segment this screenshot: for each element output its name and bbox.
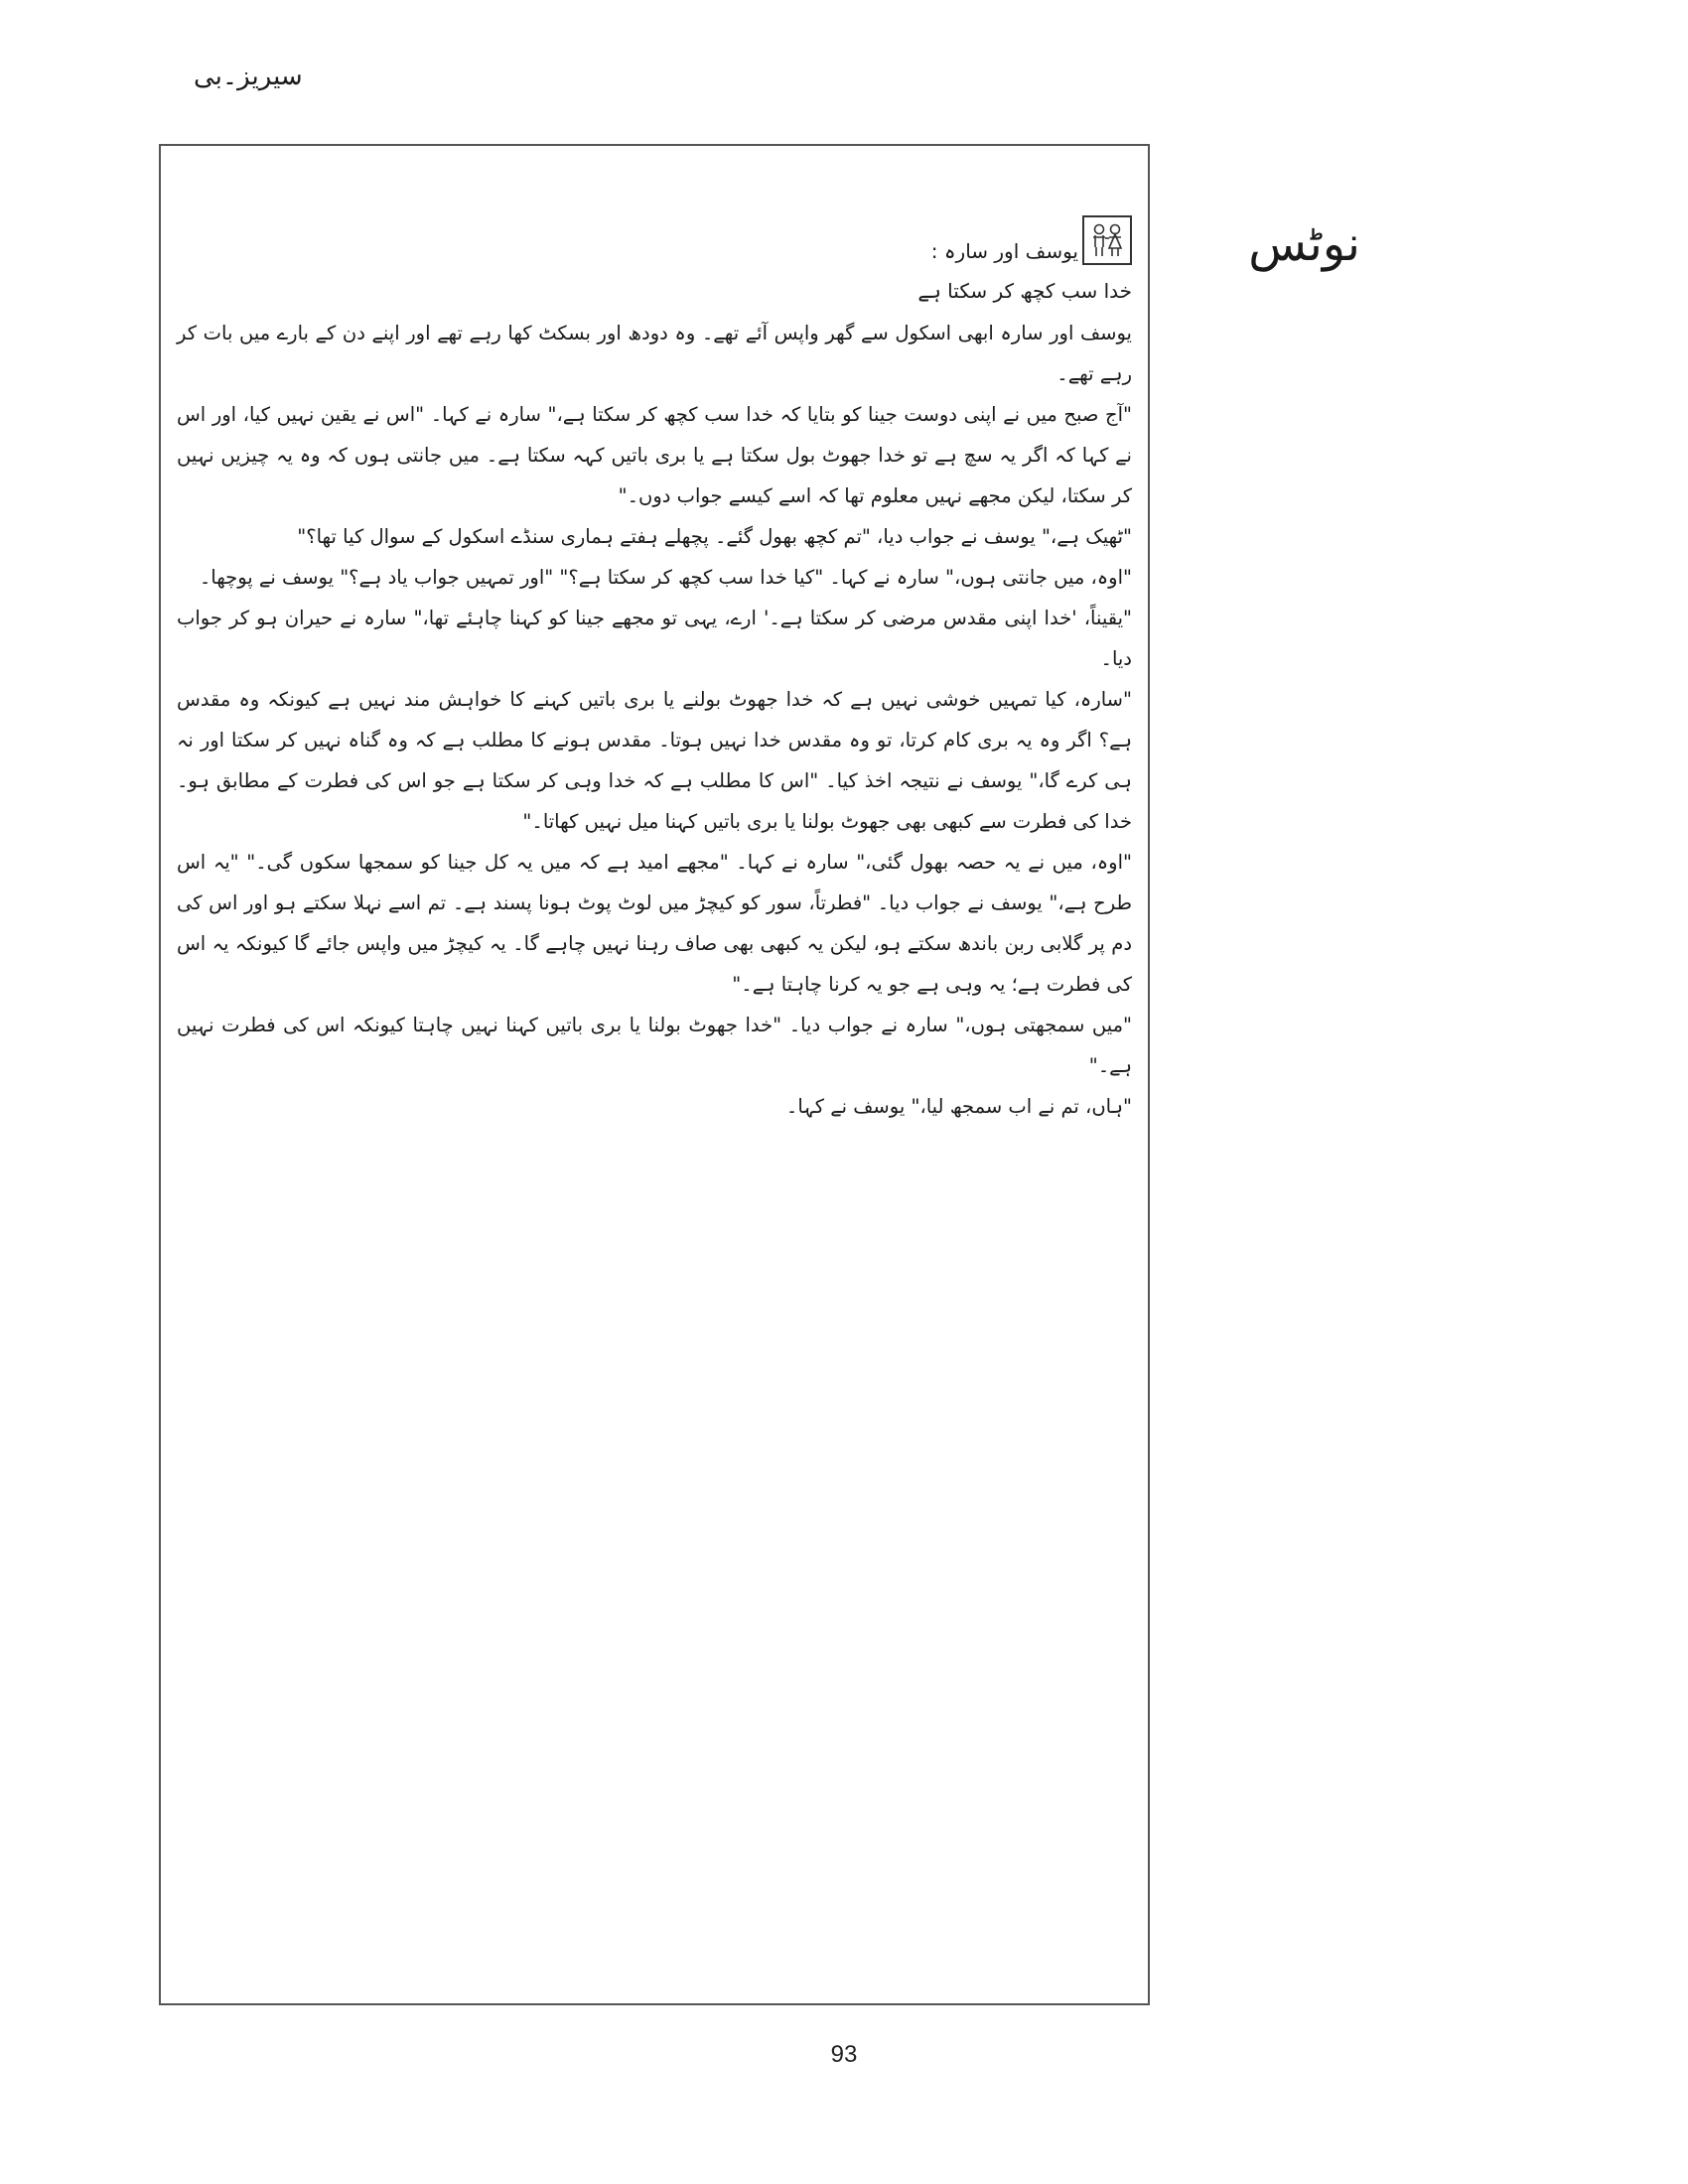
story-paragraph: "ہاں، تم نے اب سمجھ لیا،" یوسف نے کہا۔ bbox=[785, 1095, 1132, 1118]
story-paragraph: "اوہ، میں نے یہ حصہ بھول گئی،" سارہ نے کہا۔ "مجھے امید ہے کہ میں یہ کل جینا کو سمجھا سکوں گی۔" "یہ اس طرح ہے،" یوسف نے جواب دیا۔ "فطرتاً، سور کو کیچڑ میں لوٹ پوٹ ہونا پسند ہے۔ تم اسے نہلا سکتے ہو اور اس کی دم پر گلابی ربن باندھ سکتے ہو، لیکن یہ کبھی بھی صاف رہنا نہیں چاہے گا۔ یہ کیچڑ میں واپس جائے گا کیونکہ یہ اس کی فطرت ہے؛ یہ وہی ہے جو یہ کرنا چاہتا ہے۔" bbox=[177, 851, 1132, 996]
story-paragraph: "میں سمجھتی ہوں،" سارہ نے جواب دیا۔ "خدا جھوٹ بولنا یا بری باتیں کہنا نہیں چاہتا کیونکہ اس کی فطرت نہیں ہے۔" bbox=[177, 1014, 1132, 1077]
content-box bbox=[159, 144, 1150, 2005]
story-paragraph: "آج صبح میں نے اپنی دوست جینا کو بتایا کہ خدا سب کچھ کر سکتا ہے،" سارہ نے کہا۔ "اس نے یقین نہیں کیا، اور اس نے کہا کہ اگر یہ سچ ہے تو خدا جھوٹ بول سکتا ہے یا بری باتیں کہہ سکتا ہے۔ میں جانتی ہوں کہ وہ یہ چیزیں نہیں کر سکتا، لیکن مجھے نہیں معلوم تھا کہ اسے کیسے جواب دوں۔" bbox=[177, 403, 1132, 507]
series-label: سیریز۔بی bbox=[194, 62, 303, 91]
story-paragraph: "سارہ، کیا تمہیں خوشی نہیں ہے کہ خدا جھوٹ بولنے یا بری باتیں کہنے کا خواہش مند نہیں ہے کیونکہ وہ مقدس ہے؟ اگر وہ یہ بری کام کرتا، تو وہ مقدس خدا نہیں ہوتا۔ مقدس ہونے کا مطلب ہے کہ وہ گناہ نہیں کر سکتا اور نہ ہی کرے گا،" یوسف نے نتیجہ اخذ کیا۔ "اس کا مطلب ہے کہ خدا وہی کر سکتا ہے جو اس کی فطرت کے مطابق ہو۔ خدا کی فطرت سے کبھی بھی جھوٹ بولنا یا بری باتیں کہنا میل نہیں کھاتا۔" bbox=[177, 688, 1132, 833]
page-number: 93 bbox=[830, 2041, 858, 2068]
story-header bbox=[177, 215, 1132, 265]
children-icon bbox=[1082, 215, 1132, 265]
children-icon-graphic bbox=[1087, 220, 1127, 260]
story-topic: خدا سب کچھ کر سکتا ہے bbox=[917, 279, 1132, 303]
story-content bbox=[177, 215, 1132, 1127]
story-paragraph: "یقیناً، 'خدا اپنی مقدس مرضی کر سکتا ہے۔' ارے، یہی تو مجھے جینا کو کہنا چاہئے تھا،" سارہ نے حیران ہو کر جواب دیا۔ bbox=[177, 607, 1132, 670]
story-characters: یوسف اور سارہ : bbox=[930, 239, 1078, 263]
story-paragraph: "ٹھیک ہے،" یوسف نے جواب دیا، "تم کچھ بھول گئے۔ پچھلے ہفتے ہماری سنڈے اسکول کے سوال کیا تھا؟" bbox=[297, 525, 1132, 548]
story-paragraph: یوسف اور سارہ ابھی اسکول سے گھر واپس آئے تھے۔ وہ دودھ اور بسکٹ کھا رہے تھے اور اپنے دن کے بارے میں بات کر رہے تھے۔ bbox=[177, 322, 1132, 385]
notes-heading: نوٹس bbox=[1248, 216, 1360, 272]
story-paragraph: "اوہ، میں جانتی ہوں،" سارہ نے کہا۔ "کیا خدا سب کچھ کر سکتا ہے؟" "اور تمہیں جواب یاد ہے؟" یوسف نے پوچھا۔ bbox=[199, 566, 1132, 589]
